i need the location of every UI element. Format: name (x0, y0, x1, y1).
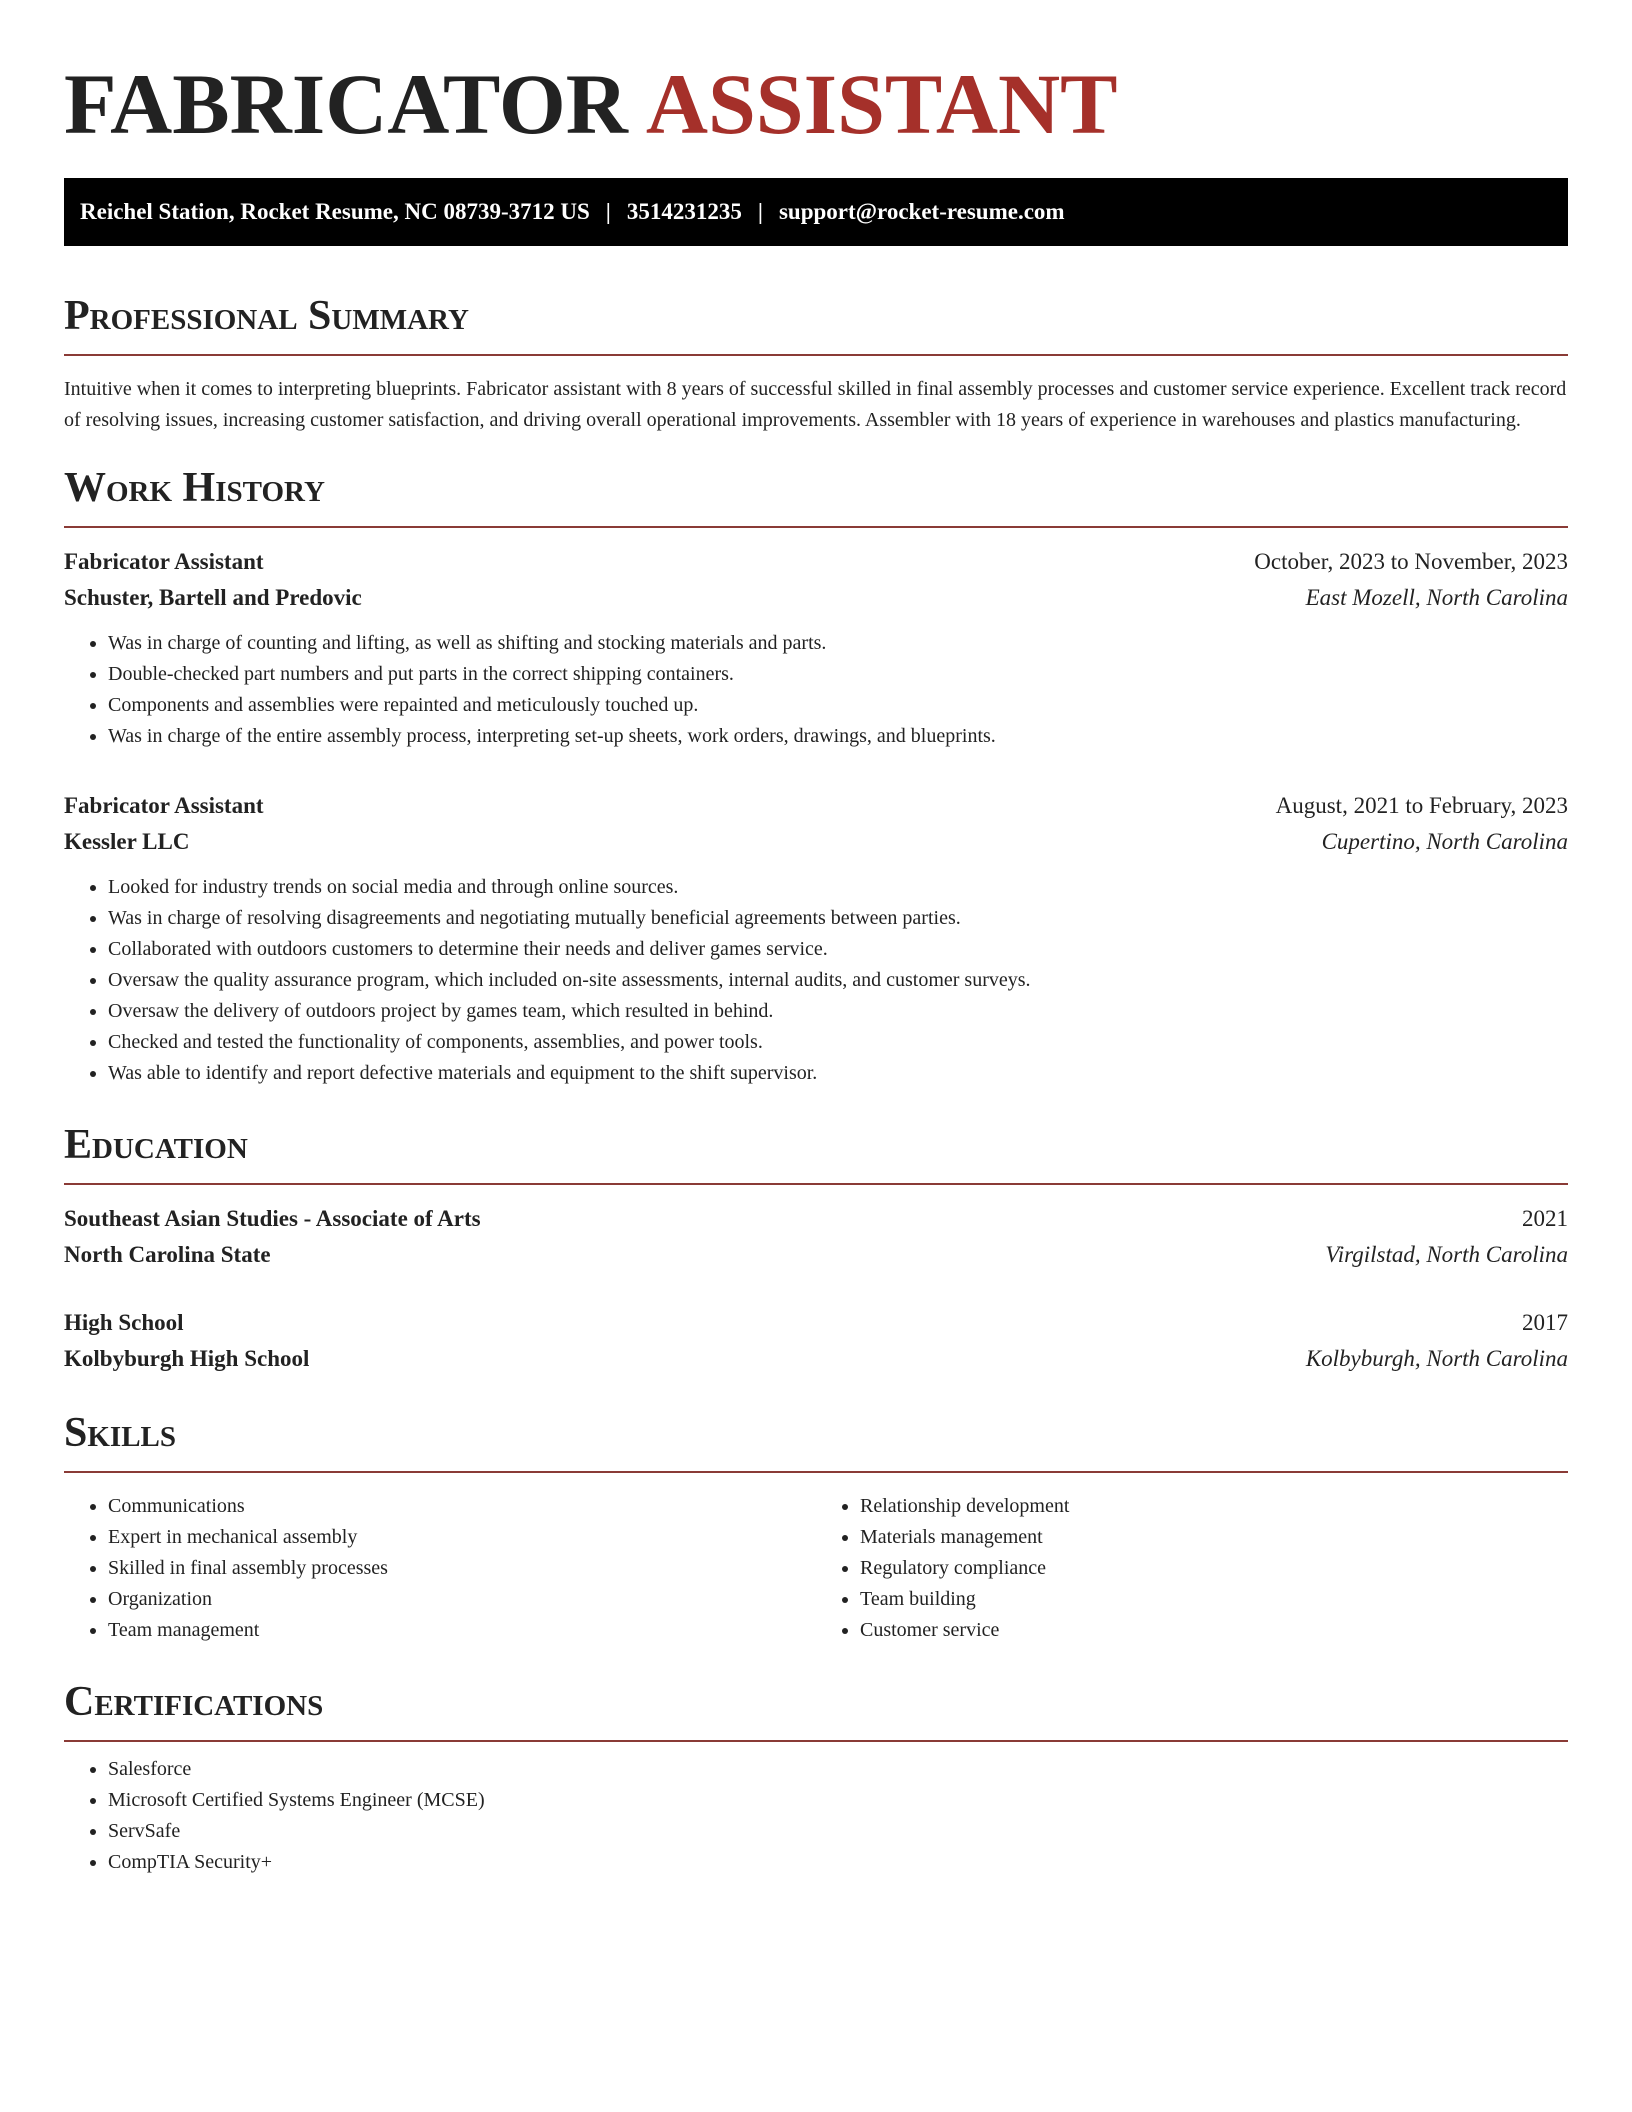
list-item: • Team management (108, 1615, 816, 1646)
list-item: • Skilled in final assembly processes (108, 1553, 816, 1584)
contact-separator: | (757, 199, 763, 224)
education-school-row (64, 1237, 1568, 1273)
education-header-row (64, 1305, 1568, 1341)
education-location: Virgilstad, North Carolina (1325, 1242, 1568, 1267)
contact-separator: | (605, 199, 611, 224)
list-item: • Collaborated with outdoors customers to determine their needs and deliver games service. (108, 934, 1568, 965)
list-item: • Components and assemblies were repainted and meticulously touched up. (108, 690, 1568, 721)
section-title-summary: Professional Summary (64, 293, 469, 339)
list-item: • Checked and tested the functionality of components, assemblies, and power tools. (108, 1027, 1568, 1058)
job-entry (64, 788, 1568, 1089)
summary-text: Intuitive when it comes to interpreting blueprints. Fabricator assistant with 8 years of successful skilled in final assembly processes and customer service experience. Excellent track record of resolving issues, increasing customer satisfaction, and driving overall operational improvements. Assembler with 18 years of experience in warehouses and plastics manufacturing. (64, 378, 1567, 431)
job-location: East Mozell, North Carolina (1305, 585, 1568, 610)
contact-email: support@rocket-resume.com (778, 199, 1065, 224)
contact-phone: 3514231235 (626, 199, 742, 224)
contact-address: Reichel Station, Rocket Resume, NC 08739-3712 US (80, 199, 590, 224)
job-dates: October, 2023 to November, 2023 (1254, 549, 1568, 574)
list-item: • Organization (108, 1584, 816, 1615)
summary-section (64, 290, 1568, 436)
skills-section (64, 1407, 1568, 1646)
work-history-section (64, 462, 1568, 1089)
list-item: • Oversaw the quality assurance program, which included on-site assessments, internal audits, and customer surveys. (108, 965, 1568, 996)
list-item: • Looked for industry trends on social media and through online sources. (108, 872, 1568, 903)
job-dates: August, 2021 to February, 2023 (1275, 793, 1568, 818)
resume-name (64, 56, 1568, 152)
list-item: • Regulatory compliance (860, 1553, 1568, 1584)
list-item: • Was in charge of resolving disagreements and negotiating mutually beneficial agreements between parties. (108, 903, 1568, 934)
education-entry (64, 1305, 1568, 1377)
list-item: • ServSafe (108, 1816, 1568, 1847)
skills-list-right (816, 1491, 1568, 1646)
section-divider (64, 526, 1568, 528)
section-title-education: Education (64, 1122, 248, 1168)
education-year: 2017 (1522, 1310, 1568, 1335)
job-company: Schuster, Bartell and Predovic (64, 585, 362, 610)
section-title-skills: Skills (64, 1410, 177, 1456)
certifications-section (64, 1676, 1568, 1878)
name-first: FABRICATOR (64, 56, 628, 152)
education-entry (64, 1201, 1568, 1273)
education-school-row (64, 1341, 1568, 1377)
list-item: • Was in charge of counting and lifting, as well as shifting and stocking materials and parts. (108, 628, 1568, 659)
job-location: Cupertino, North Carolina (1321, 829, 1568, 854)
education-section (64, 1119, 1568, 1377)
job-header-row (64, 544, 1568, 580)
education-school: Kolbyburgh High School (64, 1346, 310, 1371)
list-item: • Was in charge of the entire assembly process, interpreting set-up sheets, work orders, drawings, and blueprints. (108, 721, 1568, 752)
section-divider (64, 1471, 1568, 1473)
list-item: • Expert in mechanical assembly (108, 1522, 816, 1553)
list-item: • Team building (860, 1584, 1568, 1615)
name-last: ASSISTANT (645, 56, 1118, 152)
job-role: Fabricator Assistant (64, 793, 264, 818)
job-header-row (64, 788, 1568, 824)
job-company: Kessler LLC (64, 829, 190, 854)
job-bullets (64, 628, 1568, 752)
list-item: • Customer service (860, 1615, 1568, 1646)
education-degree: Southeast Asian Studies - Associate of Arts (64, 1206, 481, 1231)
job-bullets (64, 872, 1568, 1089)
list-item: • Oversaw the delivery of outdoors project by games team, which resulted in behind. (108, 996, 1568, 1027)
job-entry (64, 544, 1568, 752)
job-company-row (64, 824, 1568, 860)
section-title-work-history: Work History (64, 465, 325, 511)
education-year: 2021 (1522, 1206, 1568, 1231)
section-divider (64, 1183, 1568, 1185)
list-item: • Materials management (860, 1522, 1568, 1553)
skills-list-left (64, 1491, 816, 1646)
list-item: • CompTIA Security+ (108, 1847, 1568, 1878)
list-item: • Relationship development (860, 1491, 1568, 1522)
list-item: • Was able to identify and report defective materials and equipment to the shift supervisor. (108, 1058, 1568, 1089)
list-item: • Salesforce (108, 1754, 1568, 1785)
section-divider (64, 354, 1568, 356)
education-school: North Carolina State (64, 1242, 271, 1267)
list-item: • Communications (108, 1491, 816, 1522)
certifications-list (64, 1754, 1568, 1878)
education-degree: High School (64, 1310, 184, 1335)
job-role: Fabricator Assistant (64, 549, 264, 574)
list-item: • Microsoft Certified Systems Engineer (MCSE) (108, 1785, 1568, 1816)
list-item: • Double-checked part numbers and put parts in the correct shipping containers. (108, 659, 1568, 690)
skills-grid (64, 1491, 1568, 1646)
job-company-row (64, 580, 1568, 616)
contact-bar (64, 178, 1568, 246)
section-title-certifications: Certifications (64, 1679, 324, 1725)
section-divider (64, 1740, 1568, 1742)
education-header-row (64, 1201, 1568, 1237)
education-location: Kolbyburgh, North Carolina (1305, 1346, 1568, 1371)
